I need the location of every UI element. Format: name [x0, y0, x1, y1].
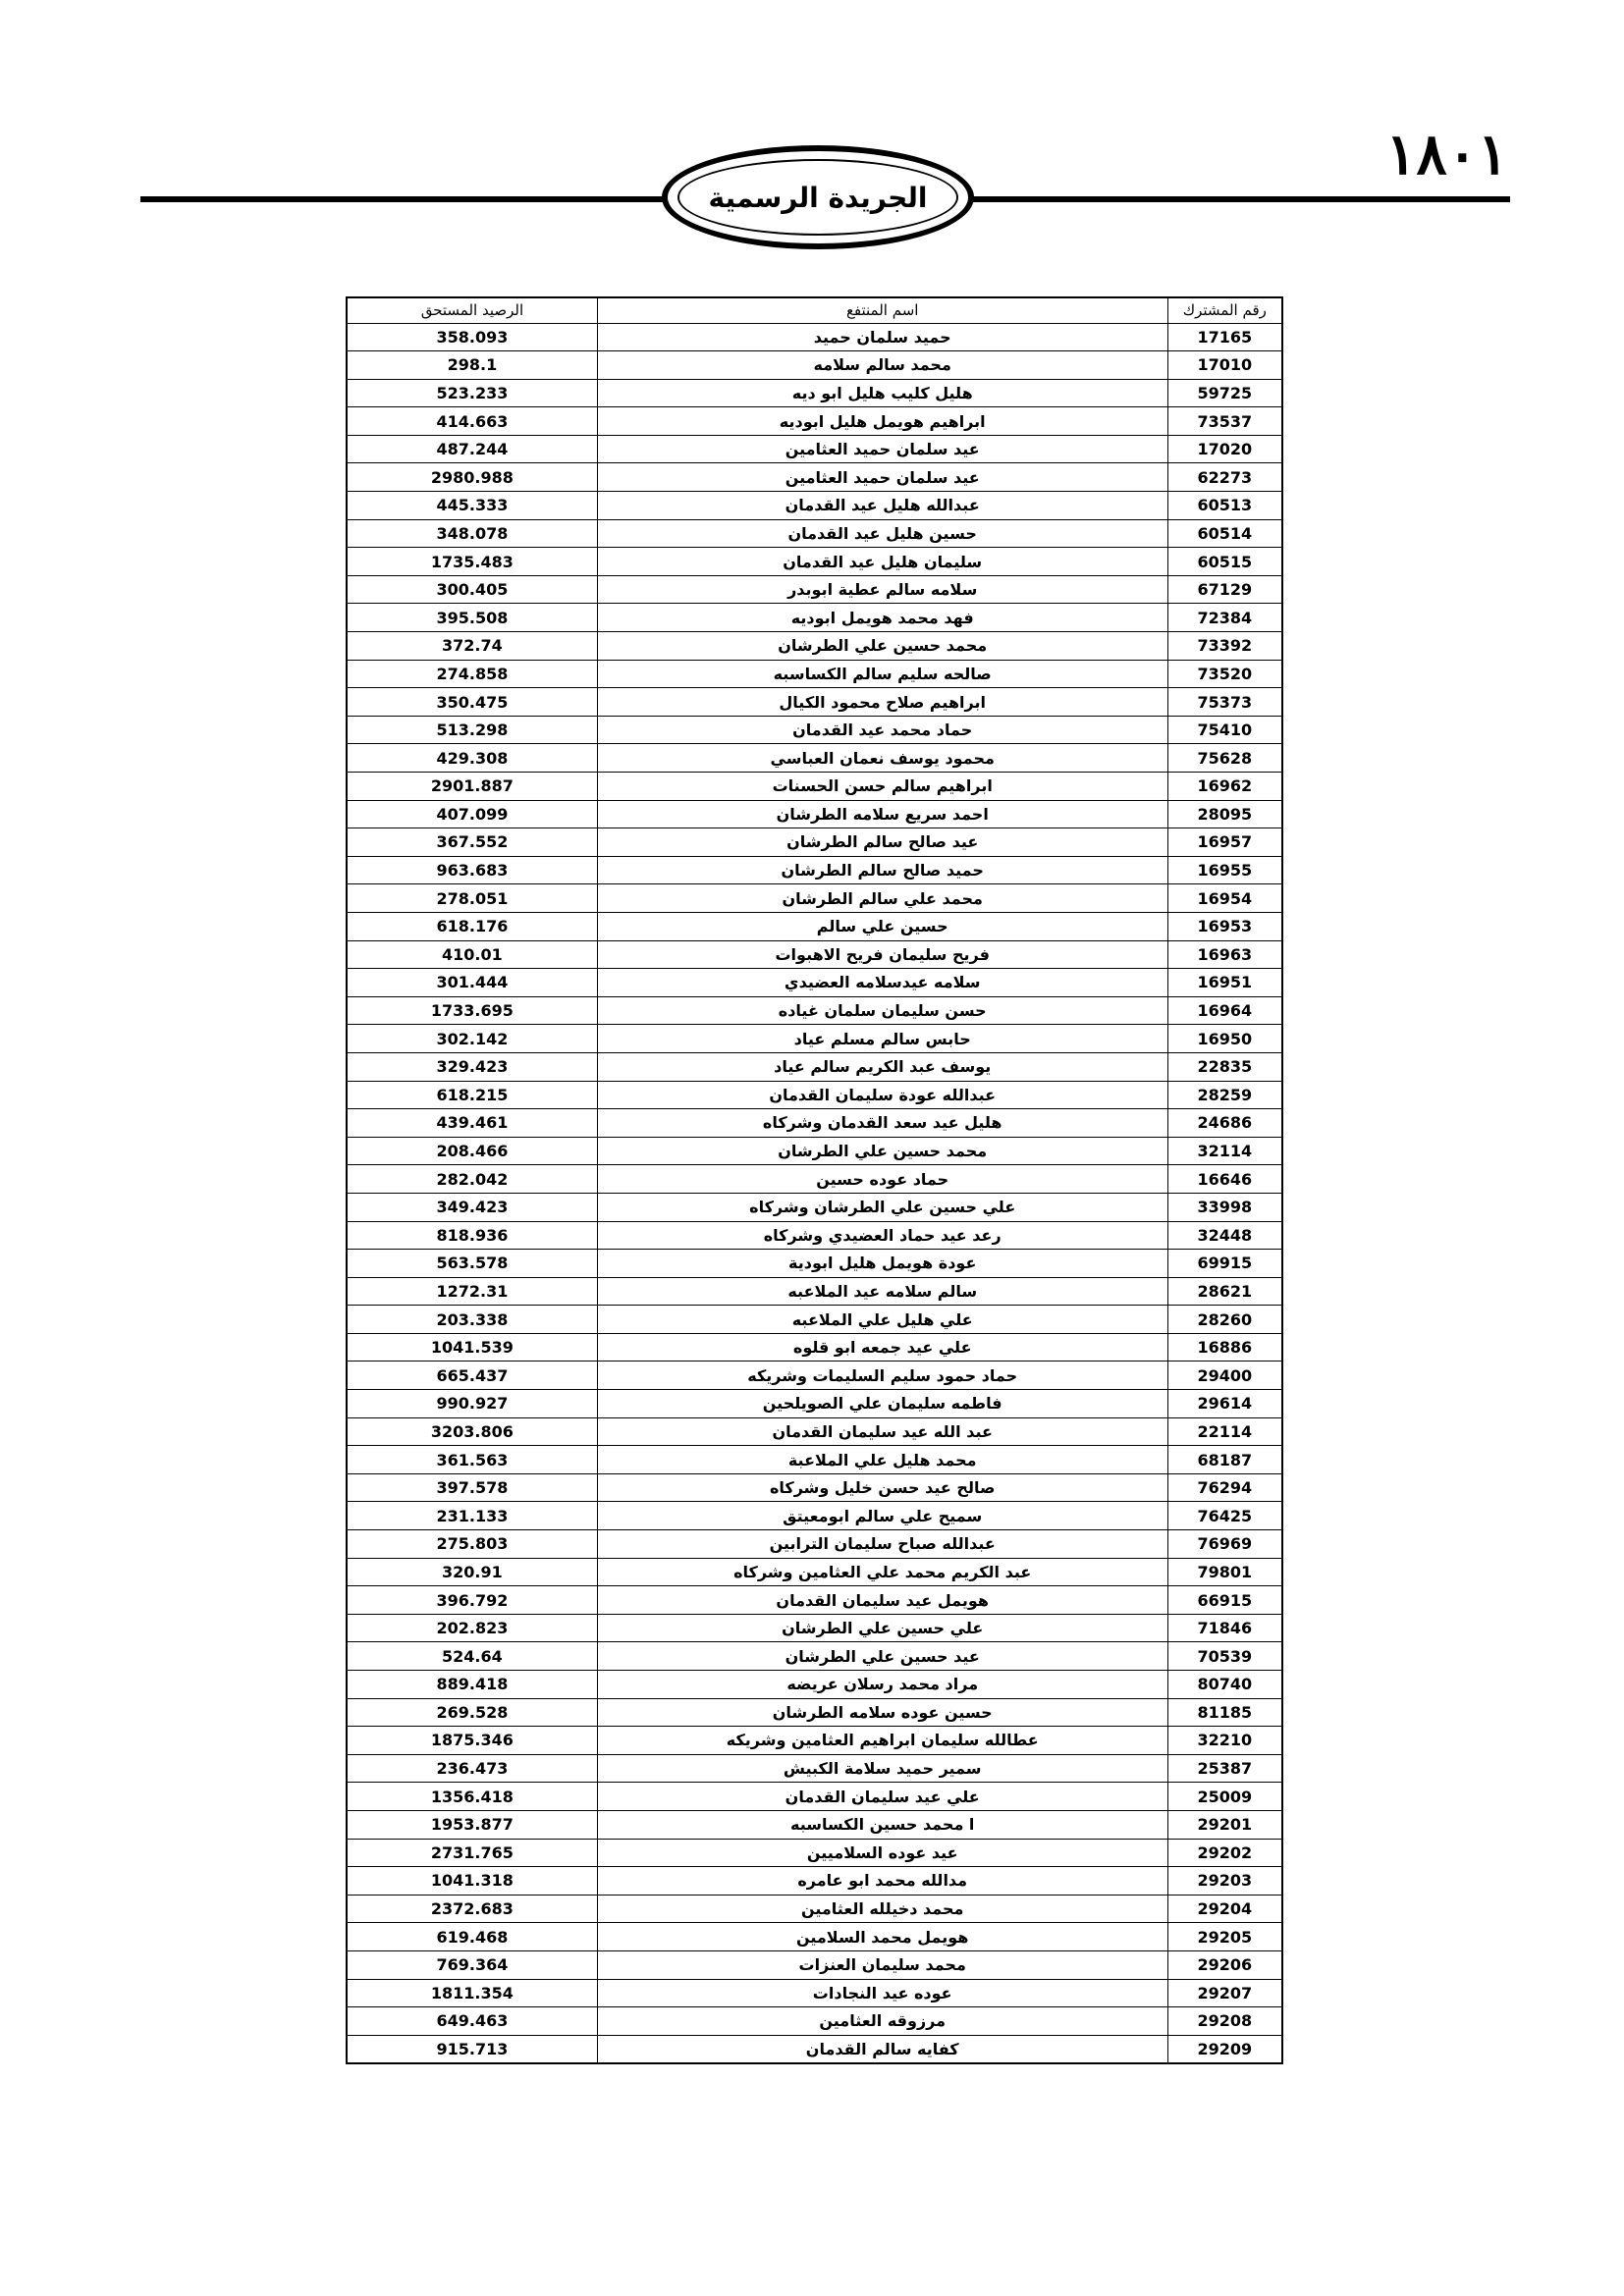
account-cell: 73537	[1167, 407, 1282, 436]
name-cell: سمير حميد سلامة الكبيش	[597, 1754, 1167, 1783]
balance-cell: 649.463	[347, 2007, 597, 2036]
name-cell: رعد عيد حماد العضيدي وشركاه	[597, 1221, 1167, 1250]
table-body	[347, 323, 1282, 2063]
balance-cell: 818.936	[347, 1221, 597, 1250]
table-row	[347, 1950, 1282, 1979]
table-row	[347, 1754, 1282, 1783]
table-row	[347, 379, 1282, 407]
account-cell: 79801	[1167, 1558, 1282, 1586]
table-row	[347, 1417, 1282, 1446]
table-row	[347, 1839, 1282, 1867]
account-cell: 32210	[1167, 1727, 1282, 1755]
name-cell: مراد محمد رسلان عريضه	[597, 1671, 1167, 1699]
account-cell: 25387	[1167, 1754, 1282, 1783]
table-row	[347, 828, 1282, 857]
subscriber-balance-table	[346, 296, 1283, 2064]
table-row	[347, 773, 1282, 801]
account-cell: 69915	[1167, 1250, 1282, 1278]
table-row	[347, 1923, 1282, 1951]
name-cell: سلامه عيدسلامه العضيدي	[597, 969, 1167, 997]
account-cell: 16964	[1167, 996, 1282, 1025]
name-cell: عبدالله صباح سليمان الترابين	[597, 1530, 1167, 1559]
name-cell: عبدالله عودة سليمان القدمان	[597, 1081, 1167, 1109]
balance-cell: 298.1	[347, 351, 597, 380]
balance-cell: 348.078	[347, 519, 597, 548]
table-row	[347, 1250, 1282, 1278]
masthead-title: الجريدة الرسمية	[708, 181, 928, 214]
table-row	[347, 1586, 1282, 1615]
balance-cell: 1272.31	[347, 1277, 597, 1306]
balance-cell: 618.215	[347, 1081, 597, 1109]
balance-cell: 1733.695	[347, 996, 597, 1025]
table-row	[347, 492, 1282, 520]
table-row	[347, 940, 1282, 969]
balance-cell: 203.338	[347, 1306, 597, 1334]
balance-cell: 513.298	[347, 716, 597, 744]
name-cell: هليل كليب هليل ابو ديه	[597, 379, 1167, 407]
balance-cell: 395.508	[347, 604, 597, 632]
name-cell: عوده عيد النجادات	[597, 1979, 1167, 2007]
table-row	[347, 1081, 1282, 1109]
balance-cell: 302.142	[347, 1025, 597, 1053]
table-row	[347, 1810, 1282, 1839]
balance-cell: 1953.877	[347, 1810, 597, 1839]
balance-cell: 439.461	[347, 1109, 597, 1138]
balance-cell: 269.528	[347, 1698, 597, 1727]
table-row	[347, 1109, 1282, 1138]
column-header-name: اسم المنتفع	[597, 297, 1167, 323]
account-cell: 17165	[1167, 323, 1282, 351]
table-row	[347, 1193, 1282, 1221]
table-row	[347, 1671, 1282, 1699]
name-cell: حسين هليل عيد القدمان	[597, 519, 1167, 548]
name-cell: حماد عوده حسين	[597, 1165, 1167, 1194]
name-cell: سليمان هليل عيد القدمان	[597, 548, 1167, 576]
account-cell: 32114	[1167, 1137, 1282, 1165]
name-cell: يوسف عبد الكريم سالم عياد	[597, 1052, 1167, 1081]
balance-cell: 349.423	[347, 1193, 597, 1221]
balance-cell: 487.244	[347, 435, 597, 463]
name-cell: عيد سلمان حميد العثامين	[597, 463, 1167, 492]
name-cell: محمود يوسف نعمان العباسي	[597, 744, 1167, 773]
account-cell: 22835	[1167, 1052, 1282, 1081]
balance-cell: 2901.887	[347, 773, 597, 801]
account-cell: 29205	[1167, 1923, 1282, 1951]
table-row	[347, 1052, 1282, 1081]
account-cell: 16954	[1167, 884, 1282, 913]
table-row	[347, 463, 1282, 492]
account-cell: 29204	[1167, 1895, 1282, 1923]
account-cell: 72384	[1167, 604, 1282, 632]
balance-cell: 208.466	[347, 1137, 597, 1165]
table-row	[347, 632, 1282, 661]
balance-cell: 524.64	[347, 1642, 597, 1671]
balance-cell: 274.858	[347, 660, 597, 688]
balance-cell: 889.418	[347, 1671, 597, 1699]
balance-cell: 769.364	[347, 1950, 597, 1979]
name-cell: محمد سليمان العنزات	[597, 1950, 1167, 1979]
name-cell: عيد عوده السلاميين	[597, 1839, 1167, 1867]
table-row	[347, 1446, 1282, 1474]
name-cell: عبدالله هليل عيد القدمان	[597, 492, 1167, 520]
name-cell: محمد دخيلله العثامين	[597, 1895, 1167, 1923]
account-cell: 17010	[1167, 351, 1282, 380]
name-cell: حماد محمد عيد القدمان	[597, 716, 1167, 744]
name-cell: سالم سلامه عيد الملاعبه	[597, 1277, 1167, 1306]
account-cell: 75373	[1167, 688, 1282, 717]
account-cell: 60515	[1167, 548, 1282, 576]
account-cell: 16886	[1167, 1333, 1282, 1362]
balance-cell: 414.663	[347, 407, 597, 436]
balance-cell: 665.437	[347, 1362, 597, 1390]
table-row	[347, 1783, 1282, 1811]
table-row	[347, 604, 1282, 632]
account-cell: 28621	[1167, 1277, 1282, 1306]
table-header-row	[347, 297, 1282, 323]
balance-cell: 1356.418	[347, 1783, 597, 1811]
account-cell: 29208	[1167, 2007, 1282, 2036]
name-cell: علي حسين علي الطرشان	[597, 1614, 1167, 1642]
table-row	[347, 800, 1282, 828]
balance-cell: 429.308	[347, 744, 597, 773]
balance-cell: 445.333	[347, 492, 597, 520]
account-cell: 16953	[1167, 912, 1282, 940]
account-cell: 81185	[1167, 1698, 1282, 1727]
table-row	[347, 407, 1282, 436]
account-cell: 24686	[1167, 1109, 1282, 1138]
account-cell: 66915	[1167, 1586, 1282, 1615]
name-cell: صالحه سليم سالم الكساسبه	[597, 660, 1167, 688]
account-cell: 76425	[1167, 1502, 1282, 1530]
balance-cell: 1811.354	[347, 1979, 597, 2007]
table-row	[347, 1502, 1282, 1530]
name-cell: ابراهيم صلاح محمود الكيال	[597, 688, 1167, 717]
name-cell: حماد حمود سليم السليمات وشريكه	[597, 1362, 1167, 1390]
table-row	[347, 1727, 1282, 1755]
account-cell: 60514	[1167, 519, 1282, 548]
balance-cell: 278.051	[347, 884, 597, 913]
account-cell: 28095	[1167, 800, 1282, 828]
name-cell: حسين علي سالم	[597, 912, 1167, 940]
name-cell: علي هليل علي الملاعبه	[597, 1306, 1167, 1334]
table-row	[347, 2035, 1282, 2063]
balance-cell: 1041.318	[347, 1867, 597, 1896]
name-cell: عطالله سليمان ابراهيم العثامين وشريكه	[597, 1727, 1167, 1755]
account-cell: 29202	[1167, 1839, 1282, 1867]
name-cell: حميد سلمان حميد	[597, 323, 1167, 351]
account-cell: 80740	[1167, 1671, 1282, 1699]
balance-cell: 2980.988	[347, 463, 597, 492]
table-row	[347, 2007, 1282, 2036]
column-header-account: رقم المشترك	[1167, 297, 1282, 323]
account-cell: 75410	[1167, 716, 1282, 744]
balance-cell: 619.468	[347, 1923, 597, 1951]
name-cell: علي حسين علي الطرشان وشركاه	[597, 1193, 1167, 1221]
table-row	[347, 1642, 1282, 1671]
table-row	[347, 1362, 1282, 1390]
balance-cell: 523.233	[347, 379, 597, 407]
name-cell: هويمل عيد سليمان القدمان	[597, 1586, 1167, 1615]
table-row	[347, 1867, 1282, 1896]
balance-cell: 275.803	[347, 1530, 597, 1559]
name-cell: سلامه سالم عطية ابوبدر	[597, 575, 1167, 604]
balance-cell: 2372.683	[347, 1895, 597, 1923]
page-number: ١٨٠١	[1385, 121, 1508, 187]
name-cell: علي عيد جمعه ابو قلوه	[597, 1333, 1167, 1362]
balance-cell: 231.133	[347, 1502, 597, 1530]
balance-cell: 1041.539	[347, 1333, 597, 1362]
name-cell: حسن سليمان سلمان غياده	[597, 996, 1167, 1025]
table-row	[347, 519, 1282, 548]
account-cell: 16962	[1167, 773, 1282, 801]
account-cell: 16963	[1167, 940, 1282, 969]
name-cell: عيد حسين علي الطرشان	[597, 1642, 1167, 1671]
name-cell: حسين عوده سلامه الطرشان	[597, 1698, 1167, 1727]
name-cell: فريح سليمان فريح الاهبوات	[597, 940, 1167, 969]
balance-cell: 372.74	[347, 632, 597, 661]
table-row	[347, 435, 1282, 463]
balance-cell: 301.444	[347, 969, 597, 997]
table-row	[347, 744, 1282, 773]
table-row	[347, 1025, 1282, 1053]
table-row	[347, 912, 1282, 940]
account-cell: 60513	[1167, 492, 1282, 520]
name-cell: عودة هويمل هليل ابودية	[597, 1250, 1167, 1278]
account-cell: 32448	[1167, 1221, 1282, 1250]
balance-cell: 2731.765	[347, 1839, 597, 1867]
account-cell: 17020	[1167, 435, 1282, 463]
account-cell: 16955	[1167, 856, 1282, 884]
table-row	[347, 884, 1282, 913]
balance-cell: 396.792	[347, 1586, 597, 1615]
name-cell: محمد حسين علي الطرشان	[597, 1137, 1167, 1165]
name-cell: عبد الكريم محمد علي العثامين وشركاه	[597, 1558, 1167, 1586]
table-row	[347, 1306, 1282, 1334]
table-row	[347, 1530, 1282, 1559]
balance-cell: 282.042	[347, 1165, 597, 1194]
account-cell: 59725	[1167, 379, 1282, 407]
table-row	[347, 1333, 1282, 1362]
account-cell: 71846	[1167, 1614, 1282, 1642]
balance-cell: 563.578	[347, 1250, 597, 1278]
name-cell: ابراهيم هويمل هليل ابوديه	[597, 407, 1167, 436]
table-row	[347, 575, 1282, 604]
account-cell: 76969	[1167, 1530, 1282, 1559]
account-cell: 29201	[1167, 1810, 1282, 1839]
name-cell: فهد محمد هويمل ابوديه	[597, 604, 1167, 632]
name-cell: فاطمه سليمان علي الصويلحين	[597, 1390, 1167, 1418]
table-row	[347, 1558, 1282, 1586]
account-cell: 73520	[1167, 660, 1282, 688]
name-cell: ابراهيم سالم حسن الحسنات	[597, 773, 1167, 801]
masthead-oval	[662, 145, 974, 249]
name-cell: مرزوقه العثامين	[597, 2007, 1167, 2036]
balance-cell: 1875.346	[347, 1727, 597, 1755]
name-cell: سميح علي سالم ابومعيتق	[597, 1502, 1167, 1530]
name-cell: ا محمد حسين الكساسبه	[597, 1810, 1167, 1839]
account-cell: 73392	[1167, 632, 1282, 661]
balance-cell: 350.475	[347, 688, 597, 717]
table-row	[347, 996, 1282, 1025]
account-cell: 70539	[1167, 1642, 1282, 1671]
table-row	[347, 323, 1282, 351]
name-cell: صالح عيد حسن خليل وشركاه	[597, 1473, 1167, 1502]
balance-cell: 915.713	[347, 2035, 597, 2063]
balance-cell: 397.578	[347, 1473, 597, 1502]
name-cell: هويمل محمد السلامين	[597, 1923, 1167, 1951]
account-cell: 29207	[1167, 1979, 1282, 2007]
table-row	[347, 1895, 1282, 1923]
balance-cell: 407.099	[347, 800, 597, 828]
account-cell: 29209	[1167, 2035, 1282, 2063]
account-cell: 16957	[1167, 828, 1282, 857]
name-cell: هليل عيد سعد القدمان وشركاه	[597, 1109, 1167, 1138]
table-row	[347, 1137, 1282, 1165]
balance-cell: 410.01	[347, 940, 597, 969]
balance-cell: 963.683	[347, 856, 597, 884]
table-row	[347, 1614, 1282, 1642]
table-row	[347, 688, 1282, 717]
table-row	[347, 1698, 1282, 1727]
account-cell: 29203	[1167, 1867, 1282, 1896]
balance-cell: 320.91	[347, 1558, 597, 1586]
balance-cell: 367.552	[347, 828, 597, 857]
account-cell: 67129	[1167, 575, 1282, 604]
balance-cell: 236.473	[347, 1754, 597, 1783]
name-cell: مدالله محمد ابو عامره	[597, 1867, 1167, 1896]
account-cell: 76294	[1167, 1473, 1282, 1502]
table-row	[347, 856, 1282, 884]
account-cell: 29614	[1167, 1390, 1282, 1418]
account-cell: 33998	[1167, 1193, 1282, 1221]
name-cell: محمد علي سالم الطرشان	[597, 884, 1167, 913]
name-cell: محمد هليل علي الملاعبة	[597, 1446, 1167, 1474]
account-cell: 16950	[1167, 1025, 1282, 1053]
table-row	[347, 716, 1282, 744]
account-cell: 29206	[1167, 1950, 1282, 1979]
account-cell: 28259	[1167, 1081, 1282, 1109]
name-cell: محمد سالم سلامه	[597, 351, 1167, 380]
account-cell: 29400	[1167, 1362, 1282, 1390]
table-row	[347, 969, 1282, 997]
table-row	[347, 351, 1282, 380]
account-cell: 16646	[1167, 1165, 1282, 1194]
balance-cell: 990.927	[347, 1390, 597, 1418]
table-row	[347, 660, 1282, 688]
balance-cell: 202.823	[347, 1614, 597, 1642]
name-cell: حابس سالم مسلم عياد	[597, 1025, 1167, 1053]
name-cell: حميد صالح سالم الطرشان	[597, 856, 1167, 884]
name-cell: احمد سريع سلامه الطرشان	[597, 800, 1167, 828]
account-cell: 62273	[1167, 463, 1282, 492]
balance-cell: 361.563	[347, 1446, 597, 1474]
table-row	[347, 1221, 1282, 1250]
balance-cell: 358.093	[347, 323, 597, 351]
balance-cell: 3203.806	[347, 1417, 597, 1446]
balance-cell: 618.176	[347, 912, 597, 940]
account-cell: 25009	[1167, 1783, 1282, 1811]
table-row	[347, 1390, 1282, 1418]
account-cell: 68187	[1167, 1446, 1282, 1474]
account-cell: 75628	[1167, 744, 1282, 773]
account-cell: 16951	[1167, 969, 1282, 997]
name-cell: محمد حسين علي الطرشان	[597, 632, 1167, 661]
name-cell: كفايه سالم القدمان	[597, 2035, 1167, 2063]
name-cell: عيد صالح سالم الطرشان	[597, 828, 1167, 857]
name-cell: عبد الله عيد سليمان القدمان	[597, 1417, 1167, 1446]
balance-cell: 1735.483	[347, 548, 597, 576]
balance-cell: 329.423	[347, 1052, 597, 1081]
account-cell: 28260	[1167, 1306, 1282, 1334]
name-cell: علي عيد سليمان القدمان	[597, 1783, 1167, 1811]
table-row	[347, 1979, 1282, 2007]
table-row	[347, 1473, 1282, 1502]
column-header-balance: الرصيد المستحق	[347, 297, 597, 323]
account-cell: 22114	[1167, 1417, 1282, 1446]
table-row	[347, 1277, 1282, 1306]
balance-cell: 300.405	[347, 575, 597, 604]
name-cell: عيد سلمان حميد العثامين	[597, 435, 1167, 463]
table-row	[347, 1165, 1282, 1194]
table-row	[347, 548, 1282, 576]
